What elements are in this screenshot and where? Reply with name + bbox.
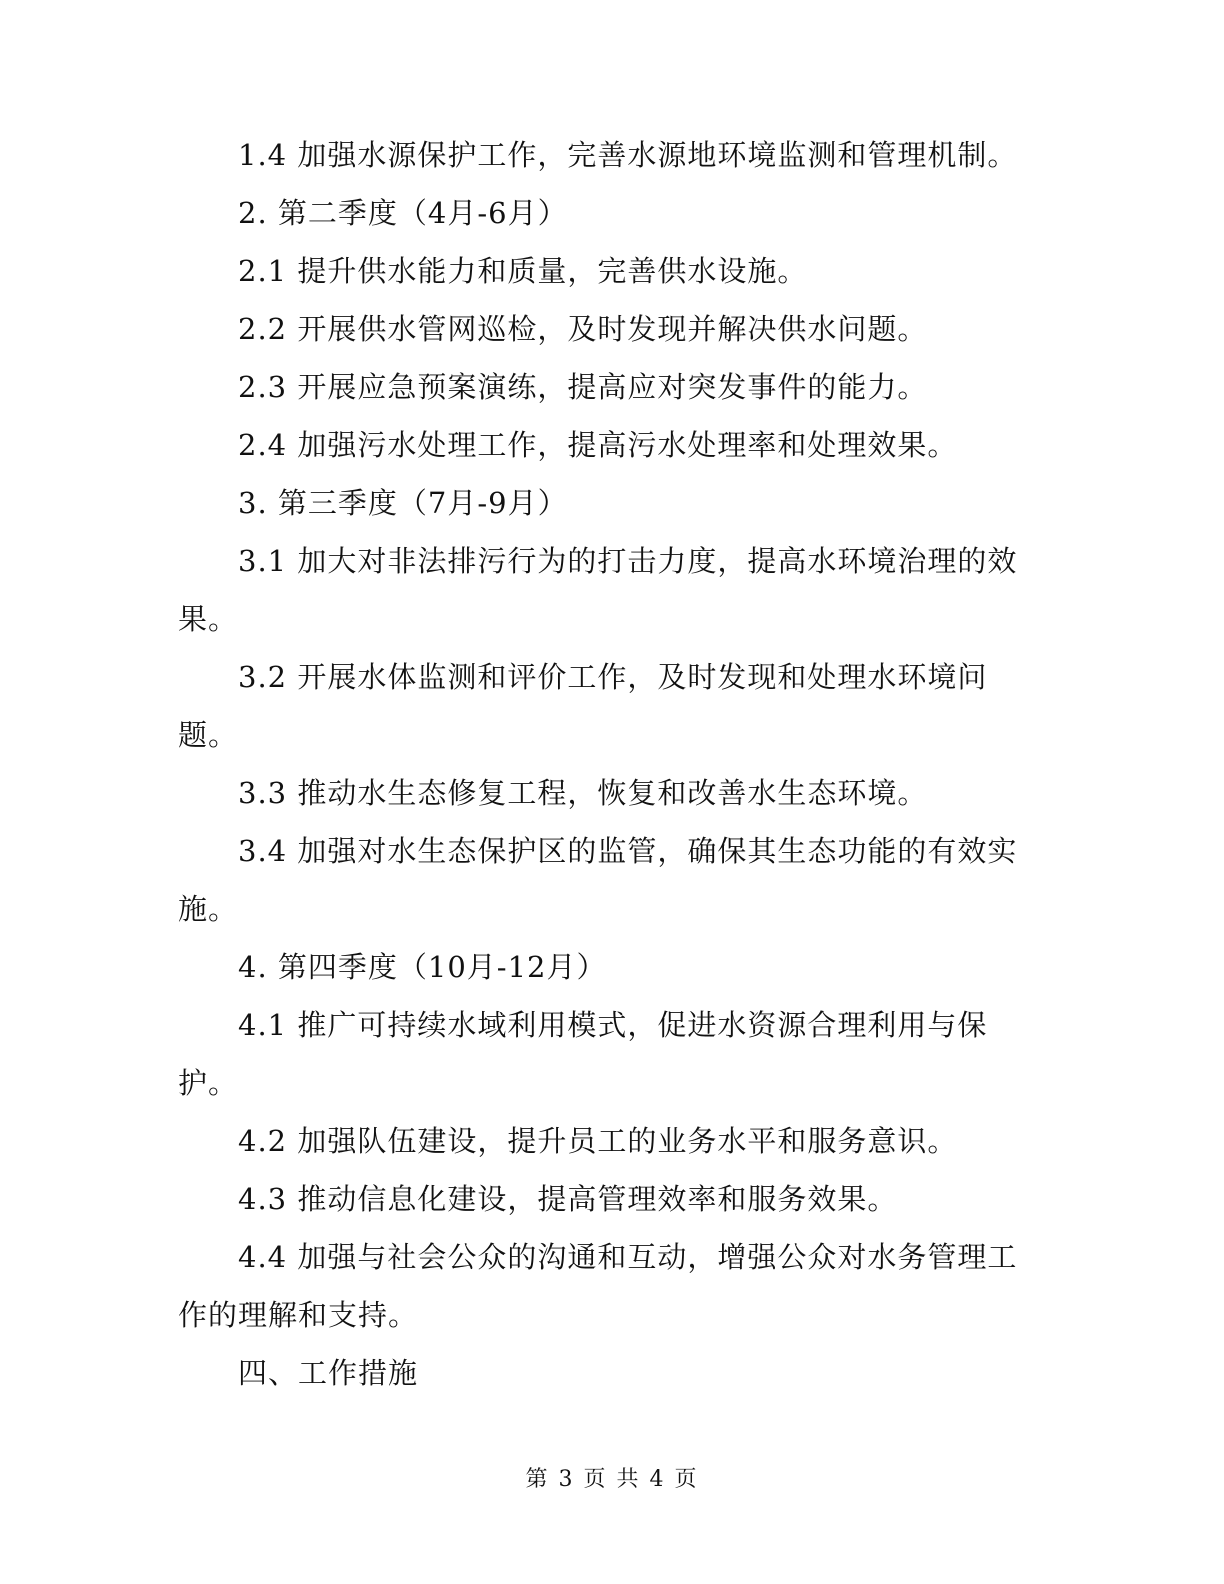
paragraph: 4.4 加强与社会公众的沟通和互动，增强公众对水务管理工作的理解和支持。 xyxy=(178,1240,1018,1332)
section-heading: 4. 第四季度（10月-12月） xyxy=(238,950,607,984)
chapter-heading: 四、工作措施 xyxy=(238,1356,419,1390)
paragraph: 2.2 开展供水管网巡检，及时发现并解决供水问题。 xyxy=(238,312,928,346)
paragraph: 3.1 加大对非法排污行为的打击力度，提高水环境治理的效果。 xyxy=(178,544,1018,636)
paragraph: 4.1 推广可持续水域利用模式，促进水资源合理利用与保护。 xyxy=(178,1008,988,1100)
paragraph: 4.2 加强队伍建设，提升员工的业务水平和服务意识。 xyxy=(238,1124,958,1158)
page-footer: 第 3 页 共 4 页 xyxy=(525,1467,699,1492)
paragraph: 3.4 加强对水生态保护区的监管，确保其生态功能的有效实施。 xyxy=(178,834,1018,926)
paragraph: 4.3 推动信息化建设，提高管理效率和服务效果。 xyxy=(238,1182,898,1216)
section-heading: 3. 第三季度（7月-9月） xyxy=(238,486,568,520)
paragraph: 2.3 开展应急预案演练，提高应对突发事件的能力。 xyxy=(238,370,928,404)
paragraph: 3.2 开展水体监测和评价工作，及时发现和处理水环境问题。 xyxy=(178,660,988,752)
section-heading: 2. 第二季度（4月-6月） xyxy=(238,196,568,230)
paragraph: 3.3 推动水生态修复工程，恢复和改善水生态环境。 xyxy=(238,776,928,810)
document-body xyxy=(178,126,1028,1402)
paragraph: 1.4 加强水源保护工作，完善水源地环境监测和管理机制。 xyxy=(238,138,1018,172)
paragraph: 2.4 加强污水处理工作，提高污水处理率和处理效果。 xyxy=(238,428,958,462)
paragraph: 2.1 提升供水能力和质量，完善供水设施。 xyxy=(238,254,808,288)
